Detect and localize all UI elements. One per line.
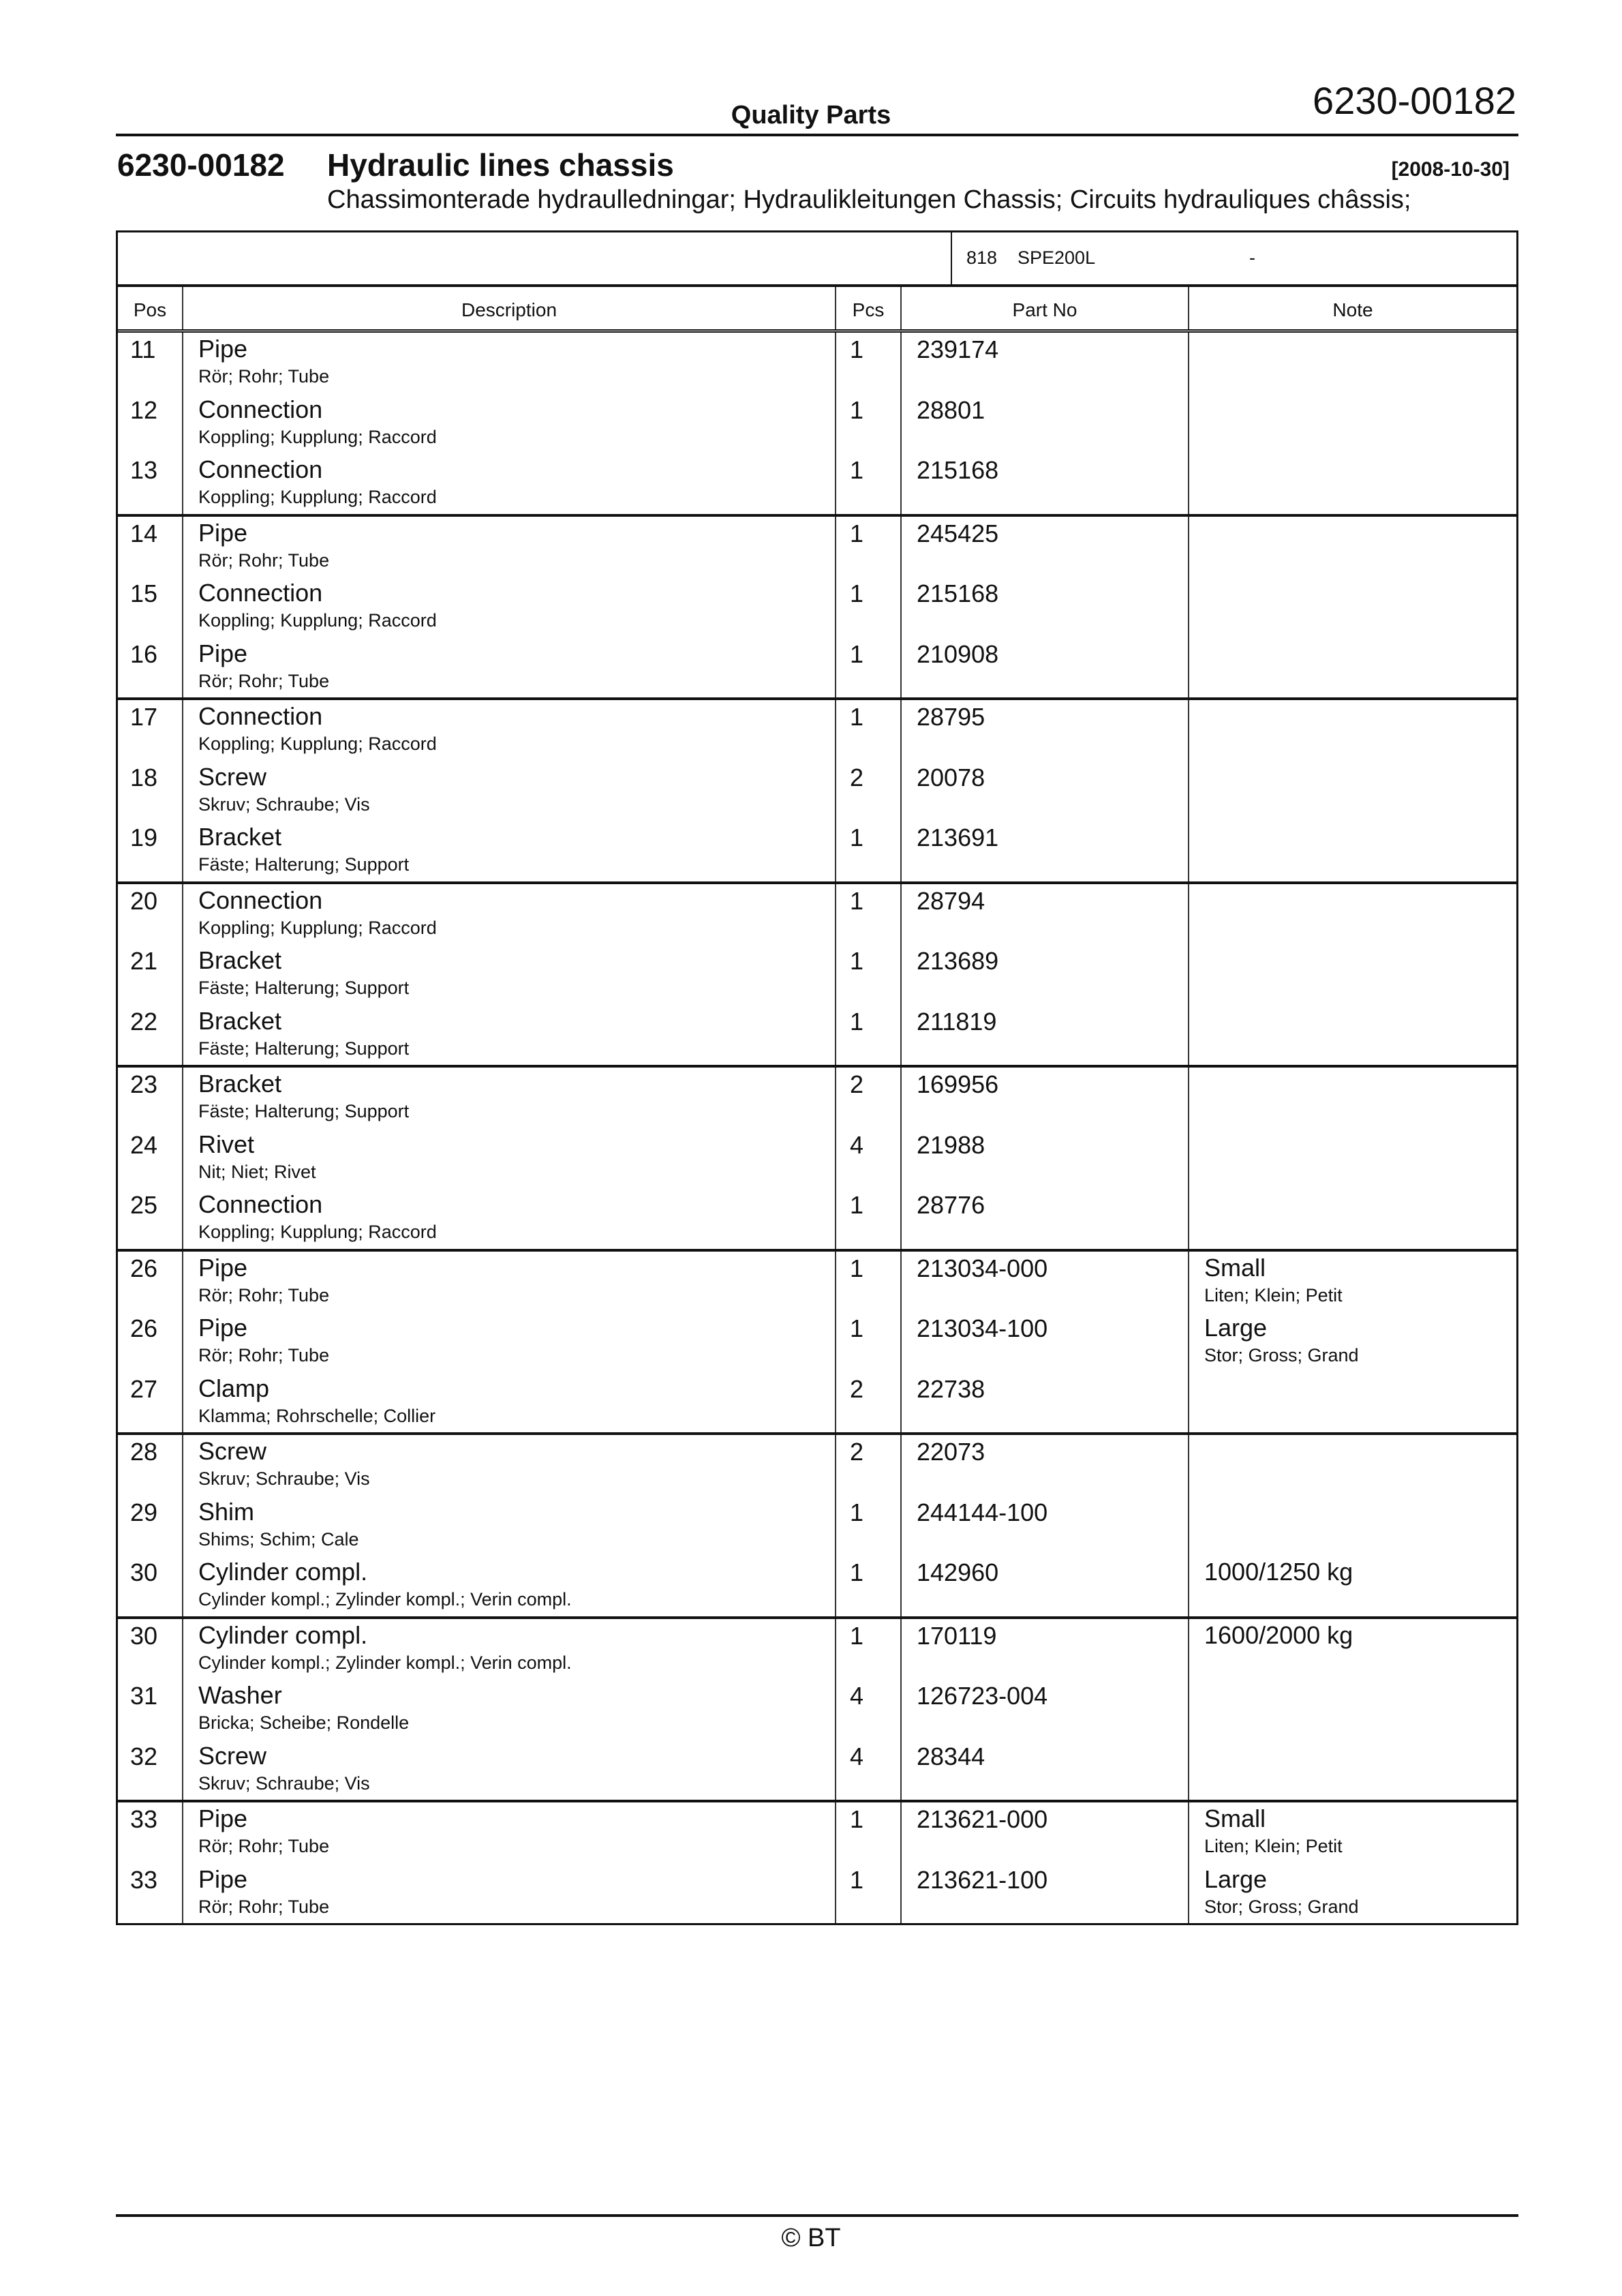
description-main: Connection <box>198 395 323 423</box>
description-main: Cylinder compl. <box>198 1620 368 1649</box>
pos-cell: 16 <box>118 637 183 698</box>
note-cell <box>1189 1619 1516 1680</box>
pcs-cell: 1 <box>836 1556 902 1616</box>
description-cell <box>183 1679 836 1740</box>
description-cell <box>183 1312 836 1372</box>
table-row <box>118 1802 1516 1863</box>
pos-cell: 21 <box>118 944 183 1005</box>
pos-cell: 22 <box>118 1005 183 1066</box>
section-subtitle: Chassimonterade hydraulledningar; Hydraulikleitungen Chassis; Circuits hydrauliques châssis; <box>327 185 1411 214</box>
col-description: Description <box>183 287 836 329</box>
description-cell <box>183 1496 836 1556</box>
section-title: Hydraulic lines chassis <box>327 147 674 183</box>
model-row <box>118 232 1516 287</box>
note-translations: Stor; Gross; Grand <box>1204 1896 1359 1917</box>
part-no-cell: 20078 <box>902 761 1189 821</box>
description-cell <box>183 944 836 1005</box>
part-no-cell: 213034-000 <box>902 1252 1189 1312</box>
pos-cell: 33 <box>118 1802 183 1863</box>
pos-cell: 23 <box>118 1068 183 1128</box>
description-main: Connection <box>198 702 323 730</box>
note-cell <box>1189 637 1516 698</box>
note-translations: Liten; Klein; Petit <box>1204 1836 1343 1856</box>
part-no-cell: 169956 <box>902 1068 1189 1128</box>
note-main: 1000/1250 kg <box>1204 1558 1353 1586</box>
table-row <box>118 637 1516 698</box>
table-row <box>118 1188 1516 1249</box>
model-name: SPE200L <box>1017 247 1096 268</box>
footer-copyright: © BT <box>781 2224 841 2252</box>
pos-cell: 24 <box>118 1128 183 1189</box>
description-main: Pipe <box>198 1253 248 1282</box>
model-code: 818 <box>966 247 998 268</box>
description-translations: Shims; Schim; Cale <box>198 1528 359 1550</box>
pos-cell: 30 <box>118 1556 183 1616</box>
pcs-cell: 1 <box>836 333 902 393</box>
description-translations: Koppling; Kupplung; Raccord <box>198 426 437 447</box>
description-main: Bracket <box>198 823 282 851</box>
table-row <box>118 333 1516 393</box>
note-cell <box>1189 1740 1516 1800</box>
description-cell <box>183 1556 836 1616</box>
note-cell <box>1189 1128 1516 1189</box>
pcs-cell: 1 <box>836 1802 902 1863</box>
description-translations: Rör; Rohr; Tube <box>198 670 330 691</box>
row-group <box>118 884 1516 1068</box>
description-main: Connection <box>198 579 323 607</box>
col-note: Note <box>1332 299 1373 320</box>
table-row <box>118 1128 1516 1189</box>
description-main: Screw <box>198 1437 267 1465</box>
description-main: Shim <box>198 1497 255 1526</box>
description-main: Pipe <box>198 335 248 363</box>
table-row <box>118 1372 1516 1433</box>
col-part-no: Part No <box>902 287 1189 329</box>
part-no-cell: 28795 <box>902 700 1189 761</box>
row-group <box>118 1435 1516 1619</box>
part-no-cell: 142960 <box>902 1556 1189 1616</box>
pcs-cell: 2 <box>836 1372 902 1433</box>
part-no-cell: 211819 <box>902 1005 1189 1066</box>
part-no-cell: 170119 <box>902 1619 1189 1680</box>
table-row <box>118 1252 1516 1312</box>
pos-cell: 31 <box>118 1679 183 1740</box>
pos-cell: 18 <box>118 761 183 821</box>
pcs-cell: 1 <box>836 1252 902 1312</box>
part-no-cell: 126723-004 <box>902 1679 1189 1740</box>
part-no-cell: 28801 <box>902 393 1189 454</box>
part-no-cell: 28794 <box>902 884 1189 945</box>
note-translations: Stor; Gross; Grand <box>1204 1345 1359 1365</box>
col-pcs: Pcs <box>836 287 902 329</box>
row-group <box>118 333 1516 517</box>
pos-cell: 15 <box>118 577 183 637</box>
pos-cell: 26 <box>118 1252 183 1312</box>
note-cell <box>1189 1252 1516 1312</box>
header-divider <box>116 134 1518 136</box>
pcs-cell: 4 <box>836 1740 902 1800</box>
description-translations: Cylinder kompl.; Zylinder kompl.; Verin compl. <box>198 1652 572 1673</box>
description-translations: Cylinder kompl.; Zylinder kompl.; Verin compl. <box>198 1589 572 1610</box>
description-translations: Fäste; Halterung; Support <box>198 854 410 875</box>
description-translations: Skruv; Schraube; Vis <box>198 1468 370 1489</box>
note-cell <box>1189 1863 1516 1924</box>
part-no-cell: 22073 <box>902 1435 1189 1496</box>
note-translations: Liten; Klein; Petit <box>1204 1284 1343 1305</box>
description-main: Pipe <box>198 518 248 547</box>
description-translations: Koppling; Kupplung; Raccord <box>198 734 437 754</box>
pos-cell: 32 <box>118 1740 183 1800</box>
description-translations: Fäste; Halterung; Support <box>198 1101 410 1121</box>
pos-cell: 19 <box>118 821 183 881</box>
note-cell <box>1189 1435 1516 1496</box>
note-cell <box>1189 577 1516 637</box>
description-main: Bracket <box>198 946 282 974</box>
description-cell <box>183 637 836 698</box>
pcs-cell: 2 <box>836 1068 902 1128</box>
model-divider <box>951 232 952 284</box>
note-cell <box>1189 1556 1516 1616</box>
pos-cell: 11 <box>118 333 183 393</box>
table-row <box>118 1740 1516 1800</box>
description-cell <box>183 393 836 454</box>
pos-cell: 28 <box>118 1435 183 1496</box>
pcs-cell: 1 <box>836 577 902 637</box>
part-no-cell: 213034-100 <box>902 1312 1189 1372</box>
note-cell <box>1189 1188 1516 1249</box>
description-translations: Rör; Rohr; Tube <box>198 549 330 571</box>
note-cell <box>1189 517 1516 577</box>
note-cell <box>1189 700 1516 761</box>
description-cell <box>183 577 836 637</box>
parts-table <box>116 230 1518 1925</box>
description-cell <box>183 517 836 577</box>
row-group <box>118 1068 1516 1252</box>
pcs-cell: 1 <box>836 1005 902 1066</box>
part-no-cell: 213689 <box>902 944 1189 1005</box>
part-no-cell: 215168 <box>902 577 1189 637</box>
description-cell <box>183 1188 836 1249</box>
note-cell <box>1189 1679 1516 1740</box>
description-cell <box>183 1252 836 1312</box>
section-date: [2008-10-30] <box>1391 158 1510 181</box>
note-cell <box>1189 393 1516 454</box>
description-translations: Bricka; Scheibe; Rondelle <box>198 1712 410 1733</box>
pos-cell: 20 <box>118 884 183 945</box>
part-no-cell: 21988 <box>902 1128 1189 1189</box>
description-translations: Fäste; Halterung; Support <box>198 978 410 998</box>
col-pos: Pos <box>118 287 183 329</box>
table-body <box>118 333 1516 1923</box>
description-main: Pipe <box>198 1864 248 1893</box>
description-translations: Rör; Rohr; Tube <box>198 1345 330 1365</box>
description-cell <box>183 1068 836 1128</box>
note-cell <box>1189 944 1516 1005</box>
pos-cell: 25 <box>118 1188 183 1249</box>
note-cell <box>1189 1802 1516 1863</box>
pcs-cell: 1 <box>836 700 902 761</box>
header-title: Quality Parts <box>731 101 891 130</box>
note-main: Large <box>1204 1314 1268 1342</box>
pcs-cell: 1 <box>836 821 902 881</box>
part-no-cell: 244144-100 <box>902 1496 1189 1556</box>
footer-divider <box>116 2214 1518 2217</box>
pcs-cell: 1 <box>836 1312 902 1372</box>
description-translations: Rör; Rohr; Tube <box>198 1896 330 1917</box>
table-row <box>118 1435 1516 1496</box>
table-row <box>118 821 1516 881</box>
row-group <box>118 1802 1516 1923</box>
note-cell <box>1189 1496 1516 1556</box>
description-cell <box>183 761 836 821</box>
table-row <box>118 1068 1516 1128</box>
description-main: Pipe <box>198 639 248 667</box>
note-cell <box>1189 1068 1516 1128</box>
note-cell <box>1189 333 1516 393</box>
header-doc-number: 6230-00182 <box>1313 79 1516 122</box>
pcs-cell: 1 <box>836 1863 902 1924</box>
table-row <box>118 517 1516 577</box>
description-translations: Fäste; Halterung; Support <box>198 1038 410 1059</box>
description-main: Clamp <box>198 1374 270 1402</box>
description-translations: Koppling; Kupplung; Raccord <box>198 1222 437 1242</box>
description-main: Connection <box>198 1190 323 1218</box>
model-extra: - <box>1249 247 1255 268</box>
pcs-cell: 2 <box>836 761 902 821</box>
description-translations: Koppling; Kupplung; Raccord <box>198 610 437 631</box>
part-no-cell: 28776 <box>902 1188 1189 1249</box>
table-row <box>118 453 1516 514</box>
description-translations: Rör; Rohr; Tube <box>198 1284 330 1305</box>
part-no-cell: 245425 <box>902 517 1189 577</box>
description-cell <box>183 821 836 881</box>
pcs-cell: 1 <box>836 944 902 1005</box>
description-main: Bracket <box>198 1006 282 1035</box>
note-main: Large <box>1204 1864 1268 1893</box>
table-header <box>118 287 1516 333</box>
note-cell <box>1189 1372 1516 1433</box>
part-no-cell: 213621-000 <box>902 1802 1189 1863</box>
description-main: Connection <box>198 455 323 483</box>
description-cell <box>183 1619 836 1680</box>
table-row <box>118 1863 1516 1924</box>
section-code: 6230-00182 <box>117 147 285 183</box>
part-no-cell: 213691 <box>902 821 1189 881</box>
table-row <box>118 393 1516 454</box>
row-group <box>118 1252 1516 1436</box>
description-cell <box>183 1740 836 1800</box>
description-main: Pipe <box>198 1314 248 1342</box>
description-cell <box>183 700 836 761</box>
description-translations: Skruv; Schraube; Vis <box>198 1772 370 1794</box>
description-main: Washer <box>198 1681 282 1709</box>
table-row <box>118 1556 1516 1616</box>
pcs-cell: 4 <box>836 1679 902 1740</box>
pcs-cell: 1 <box>836 517 902 577</box>
pos-cell: 14 <box>118 517 183 577</box>
table-row <box>118 944 1516 1005</box>
pcs-cell: 4 <box>836 1128 902 1189</box>
part-no-cell: 28344 <box>902 1740 1189 1800</box>
description-cell <box>183 1435 836 1496</box>
row-group <box>118 517 1516 701</box>
note-cell <box>1189 1312 1516 1372</box>
pos-cell: 30 <box>118 1619 183 1680</box>
description-main: Rivet <box>198 1130 255 1158</box>
description-cell <box>183 1005 836 1066</box>
part-no-cell: 239174 <box>902 333 1189 393</box>
pos-cell: 12 <box>118 393 183 454</box>
description-cell <box>183 453 836 514</box>
pos-cell: 13 <box>118 453 183 514</box>
table-row <box>118 761 1516 821</box>
table-row <box>118 700 1516 761</box>
description-cell <box>183 1372 836 1433</box>
pos-cell: 17 <box>118 700 183 761</box>
description-translations: Rör; Rohr; Tube <box>198 366 330 387</box>
table-row <box>118 1496 1516 1556</box>
pcs-cell: 1 <box>836 1619 902 1680</box>
pos-cell: 26 <box>118 1312 183 1372</box>
description-cell <box>183 884 836 945</box>
pcs-cell: 1 <box>836 637 902 698</box>
pcs-cell: 1 <box>836 1188 902 1249</box>
pos-cell: 29 <box>118 1496 183 1556</box>
table-row <box>118 1619 1516 1680</box>
note-cell <box>1189 884 1516 945</box>
part-no-cell: 213621-100 <box>902 1863 1189 1924</box>
description-translations: Koppling; Kupplung; Raccord <box>198 917 437 938</box>
description-main: Cylinder compl. <box>198 1558 368 1586</box>
note-cell <box>1189 821 1516 881</box>
table-row <box>118 577 1516 637</box>
description-cell <box>183 333 836 393</box>
note-main: 1600/2000 kg <box>1204 1620 1353 1649</box>
description-translations: Nit; Niet; Rivet <box>198 1161 316 1182</box>
pcs-cell: 1 <box>836 453 902 514</box>
description-cell <box>183 1802 836 1863</box>
note-cell <box>1189 761 1516 821</box>
pcs-cell: 1 <box>836 884 902 945</box>
part-no-cell: 215168 <box>902 453 1189 514</box>
note-main: Small <box>1204 1253 1266 1282</box>
pos-cell: 27 <box>118 1372 183 1433</box>
row-group <box>118 1619 1516 1803</box>
description-cell <box>183 1128 836 1189</box>
note-main: Small <box>1204 1804 1266 1832</box>
description-translations: Koppling; Kupplung; Raccord <box>198 487 437 507</box>
description-main: Screw <box>198 762 267 791</box>
table-row <box>118 1005 1516 1066</box>
table-row <box>118 884 1516 945</box>
pcs-cell: 1 <box>836 393 902 454</box>
pcs-cell: 1 <box>836 1496 902 1556</box>
description-translations: Skruv; Schraube; Vis <box>198 794 370 815</box>
part-no-cell: 210908 <box>902 637 1189 698</box>
table-row <box>118 1679 1516 1740</box>
description-cell <box>183 1863 836 1924</box>
description-main: Screw <box>198 1741 267 1770</box>
description-main: Pipe <box>198 1804 248 1832</box>
description-translations: Klamma; Rohrschelle; Collier <box>198 1405 436 1426</box>
note-cell <box>1189 1005 1516 1066</box>
pcs-cell: 2 <box>836 1435 902 1496</box>
part-no-cell: 22738 <box>902 1372 1189 1433</box>
description-translations: Rör; Rohr; Tube <box>198 1836 330 1856</box>
description-main: Connection <box>198 886 323 914</box>
row-group <box>118 700 1516 884</box>
pos-cell: 33 <box>118 1863 183 1924</box>
note-cell <box>1189 453 1516 514</box>
table-row <box>118 1312 1516 1372</box>
description-main: Bracket <box>198 1070 282 1098</box>
